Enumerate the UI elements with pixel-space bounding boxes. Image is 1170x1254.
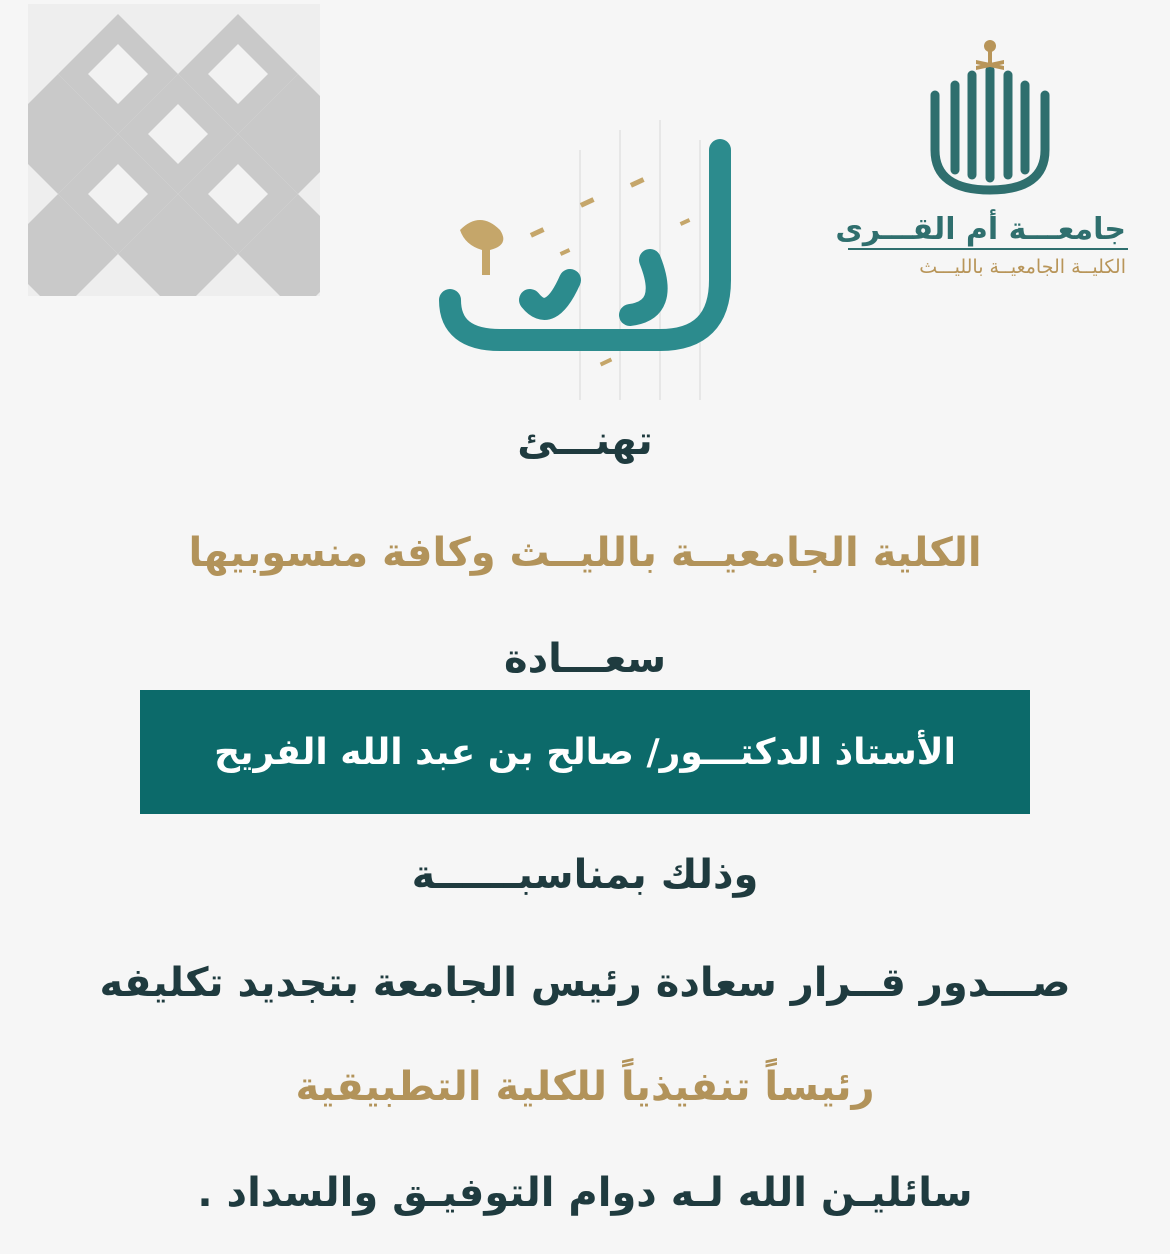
position-text: رئيساً تنفيذياً للكلية التطبيقية	[295, 1064, 875, 1110]
geometric-pattern-icon	[28, 4, 320, 296]
college-staff-text: الكلية الجامعيــة بالليــث وكافة منسوبيها	[188, 530, 982, 576]
congratulation-calligraphy	[420, 110, 760, 410]
closing-prayer-text: سائليـن الله لـه دوام التوفيـق والسداد .	[197, 1170, 973, 1216]
university-name: جامعـــة أم القـــرى	[835, 212, 1126, 247]
logo-divider	[848, 248, 1128, 250]
congratulates-text: تهنـــئ	[517, 418, 653, 464]
decision-text: صـــدور قــرار سعادة رئيس الجامعة بتجديد تكليفه	[99, 960, 1071, 1006]
occasion-text: وذلك بمناسبــــــة	[411, 852, 759, 898]
honoree-name: الأستاذ الدكتـــور/ صالح بن عبد الله الفريح	[214, 732, 956, 773]
college-name: الكليــة الجامعيــة بالليـــث	[919, 256, 1126, 278]
university-emblem-icon	[840, 30, 1140, 290]
honorific-text: سعـــادة	[503, 636, 667, 682]
